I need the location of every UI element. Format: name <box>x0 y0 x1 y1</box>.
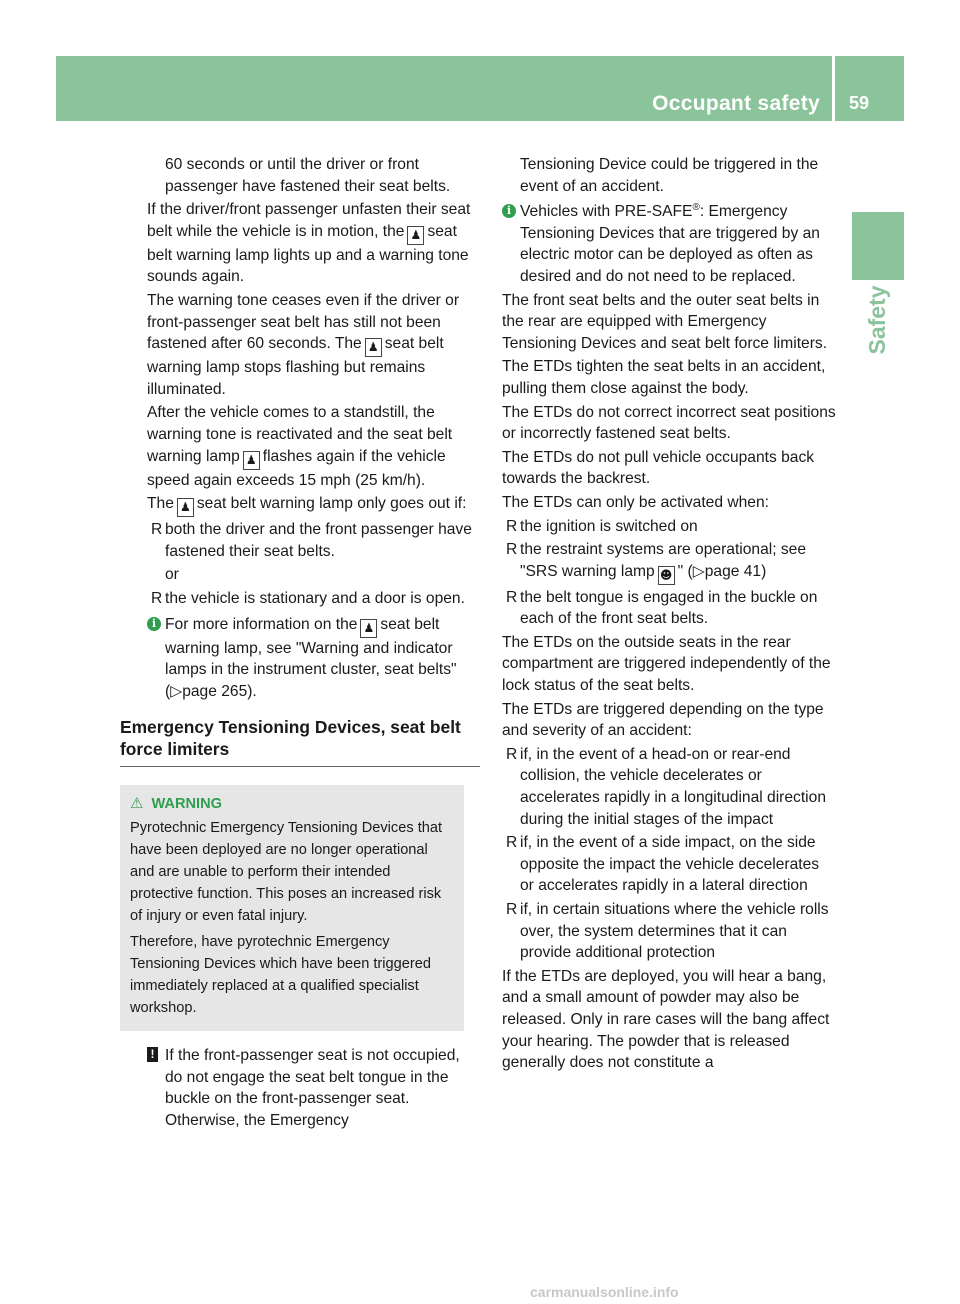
side-tab-marker <box>852 212 904 280</box>
section-title: Occupant safety <box>652 92 820 116</box>
section-heading: Emergency Tensioning Devices, seat belt force limiters <box>120 716 480 767</box>
info-icon: i <box>147 617 161 631</box>
list-item: R the ignition is switched on <box>502 516 836 538</box>
bullet-icon: R <box>506 541 518 559</box>
warning-text: Pyrotechnic Emergency Tensioning Devices that have been deployed are no longer operational and are unable to perform their intended protective function. This poses an increased risk of injury or even fatal injury. <box>130 820 443 925</box>
bullet-icon: R <box>151 589 163 607</box>
paragraph: 60 seconds or until the driver or front passenger have fastened their seat belts. <box>165 156 451 195</box>
bullet-icon: R <box>506 834 518 852</box>
bullet-icon: R <box>151 521 163 539</box>
notice-icon: ! <box>147 1047 158 1062</box>
paragraph: The front seat belts and the outer seat belts in the rear are equipped with Emergency Tensioning Devices and seat belt force limiters. <box>502 291 828 352</box>
warning-heading: ⚠ WARNING <box>130 795 222 813</box>
list-item: R the vehicle is stationary and a door is open. <box>147 588 480 610</box>
paragraph: If the ETDs are deployed, you will hear a bang, and a small amount of powder may also be released. Only in rare cases will the bang affect your hearing. The powder that is released generally does not constitute a <box>502 967 830 1072</box>
left-column <box>120 154 480 1134</box>
info-icon: i <box>502 204 516 218</box>
page-number-box <box>835 56 904 121</box>
header-bar <box>56 56 832 121</box>
side-tab-label <box>852 285 904 355</box>
notice-note: ! If the front-passenger seat is not occupied, do not engage the seat belt tongue in the buckle on the front-passenger seat. Otherwise, the Emergency <box>147 1045 480 1131</box>
paragraph: The ETDs do not correct incorrect seat positions or incorrectly fastened seat belts. <box>502 403 836 443</box>
right-column <box>502 154 836 1076</box>
page-number: 59 <box>849 93 870 114</box>
warning-icon: ⚠ <box>130 795 144 813</box>
bullet-icon: R <box>506 901 518 918</box>
info-note: i For more information on the ♟ seat belt warning lamp, see "Warning and indicator lamps in the instrument cluster, seat belts" (▷page 265). <box>147 614 480 703</box>
paragraph: The ETDs tighten the seat belts in an accident, pulling them close against the body. <box>502 358 826 397</box>
paragraph: The warning tone ceases even if the driver or front-passenger seat belt has still not been fastened after 60 seconds. The ♟ seat belt warning lamp stops flashing but remains illuminated. <box>147 291 460 398</box>
paragraph: If the driver/front passenger unfasten their seat belt while the vehicle is in motion, the ♟ seat belt warning lamp lights up and a warning tone sounds again. <box>147 201 471 286</box>
paragraph: After the vehicle comes to a standstill, the warning tone is reactivated and the seat belt warning lamp ♟ flashes again if the vehicle speed again exceeds 15 mph (25 km/h). <box>147 404 453 489</box>
bullet-icon: R <box>506 745 518 763</box>
side-tab-text: Safety <box>864 285 891 355</box>
list-item: R if, in the event of a head-on or rear-end collision, the vehicle decelerates or accelerates rapidly in a longitudinal direction during the initial stages of the impact <box>506 745 826 828</box>
warning-box <box>120 785 464 1031</box>
list-item: R both the driver and the front passenger have fastened their seat belts. <box>151 521 472 560</box>
paragraph: The ETDs do not pull vehicle occupants back towards the backrest. <box>502 448 815 488</box>
warning-text: Therefore, have pyrotechnic Emergency Tensioning Devices which have been triggered immediately replaced at a qualified specialist workshop. <box>130 934 431 1017</box>
bullet-icon: R <box>506 588 518 606</box>
page-ref-icon: ▷ <box>692 562 705 580</box>
seatbelt-warning-icon: ♟ <box>407 226 424 245</box>
paragraph: The ETDs are triggered depending on the type and severity of an accident: <box>502 700 824 740</box>
seatbelt-warning-icon: ♟ <box>365 338 382 357</box>
seatbelt-warning-icon: ♟ <box>360 619 377 638</box>
list-item: R the belt tongue is engaged in the buckle on each of the front seat belts. <box>506 588 818 628</box>
airbag-warning-icon: ☻ <box>658 566 675 585</box>
list-item: R if, in certain situations where the vehicle rolls over, the system determines that it can provide additional protection <box>506 901 829 962</box>
list-item: R the restraint systems are operational; see "SRS warning lamp ☻ " (▷page 41) <box>502 539 836 585</box>
paragraph: or <box>165 566 179 584</box>
paragraph: The ETDs on the outside seats in the rear compartment are triggered independently of the lock status of the seat belts. <box>502 633 831 695</box>
info-note: i Vehicles with PRE-SAFE®: Emergency Tensioning Devices that are triggered by an electric motor can be deployed as often as desired and do not need to be replaced. <box>502 201 836 287</box>
paragraph: The ETDs can only be activated when: <box>502 493 769 511</box>
paragraph: Tensioning Device could be triggered in the event of an accident. <box>520 156 819 195</box>
bullet-icon: R <box>506 517 518 535</box>
seatbelt-warning-icon: ♟ <box>243 451 260 470</box>
watermark: carmanualsonline.info <box>530 1284 679 1300</box>
paragraph: The ♟ seat belt warning lamp only goes out if: <box>147 493 480 517</box>
seatbelt-warning-icon: ♟ <box>177 498 194 517</box>
list-item: R if, in the event of a side impact, on the side opposite the impact the vehicle decelerates or accelerates rapidly in a lateral direction <box>506 834 820 895</box>
page-ref-icon: ▷ <box>170 682 183 700</box>
